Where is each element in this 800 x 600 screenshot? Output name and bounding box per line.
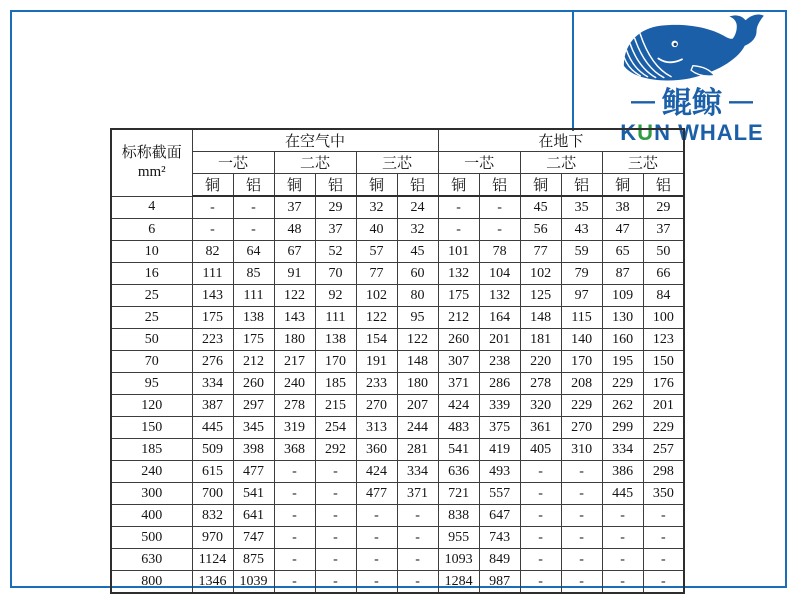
ampacity-value-cell: -	[602, 571, 643, 594]
ampacity-value-cell: -	[233, 196, 274, 219]
ampacity-value-cell: 260	[438, 329, 479, 351]
ampacity-value-cell: 37	[274, 196, 315, 219]
ampacity-value-cell: -	[274, 505, 315, 527]
material-header: 铝	[643, 174, 684, 197]
core-header: 二芯	[520, 152, 602, 174]
ampacity-value-cell: 67	[274, 241, 315, 263]
material-header: 铜	[356, 174, 397, 197]
ampacity-value-cell: 40	[356, 219, 397, 241]
ampacity-value-cell: 541	[233, 483, 274, 505]
ampacity-value-cell: 238	[479, 351, 520, 373]
ampacity-value-cell: 132	[479, 285, 520, 307]
table-row	[111, 417, 684, 439]
ampacity-value-cell: 97	[561, 285, 602, 307]
ampacity-value-cell: -	[643, 549, 684, 571]
ampacity-value-cell: 191	[356, 351, 397, 373]
ampacity-value-cell: 207	[397, 395, 438, 417]
ampacity-value-cell: 65	[602, 241, 643, 263]
corner-header-line2: mm²	[137, 163, 166, 180]
ampacity-value-cell: 111	[192, 263, 233, 285]
section-size-cell: 6	[111, 219, 192, 241]
ampacity-value-cell: 368	[274, 439, 315, 461]
ampacity-value-cell: 229	[561, 395, 602, 417]
material-header: 铜	[520, 174, 561, 197]
table-row	[111, 351, 684, 373]
ampacity-value-cell: 212	[233, 351, 274, 373]
ampacity-value-cell: -	[192, 219, 233, 241]
brand-en-u: U	[637, 120, 655, 145]
ampacity-value-cell: 100	[643, 307, 684, 329]
ampacity-value-cell: -	[274, 527, 315, 549]
ampacity-value-cell: 170	[561, 351, 602, 373]
ampacity-value-cell: 102	[356, 285, 397, 307]
ampacity-value-cell: 615	[192, 461, 233, 483]
table-row	[111, 549, 684, 571]
ampacity-value-cell: 77	[356, 263, 397, 285]
ampacity-value-cell: 111	[315, 307, 356, 329]
ampacity-value-cell: 37	[315, 219, 356, 241]
ampacity-value-cell: 387	[192, 395, 233, 417]
ampacity-value-cell: 360	[356, 439, 397, 461]
ampacity-value-cell: 319	[274, 417, 315, 439]
ampacity-value-cell: 35	[561, 196, 602, 219]
ampacity-value-cell: 220	[520, 351, 561, 373]
section-size-cell: 25	[111, 307, 192, 329]
table-row	[111, 263, 684, 285]
ampacity-value-cell: 1093	[438, 549, 479, 571]
ampacity-value-cell: -	[315, 527, 356, 549]
ampacity-value-cell: -	[233, 219, 274, 241]
table-body	[111, 196, 684, 593]
ampacity-value-cell: 292	[315, 439, 356, 461]
ampacity-value-cell: 109	[602, 285, 643, 307]
logo-dash-right: —	[729, 88, 753, 115]
ampacity-value-cell: 1039	[233, 571, 274, 594]
ampacity-value-cell: 875	[233, 549, 274, 571]
ampacity-value-cell: 48	[274, 219, 315, 241]
brand-en-rest: N WHALE	[654, 120, 764, 145]
section-size-cell: 50	[111, 329, 192, 351]
corner-header-line1: 标称截面	[121, 145, 182, 161]
section-size-cell: 95	[111, 373, 192, 395]
ampacity-value-cell: 334	[192, 373, 233, 395]
table-row	[111, 395, 684, 417]
ampacity-value-cell: 278	[274, 395, 315, 417]
core-header: 一芯	[438, 152, 520, 174]
ampacity-value-cell: 57	[356, 241, 397, 263]
ampacity-value-cell: -	[479, 196, 520, 219]
ampacity-value-cell: -	[274, 571, 315, 594]
ampacity-value-cell: 270	[561, 417, 602, 439]
brand-name-cn-text: 鲲鲸	[662, 87, 722, 120]
ampacity-value-cell: 115	[561, 307, 602, 329]
section-size-cell: 800	[111, 571, 192, 594]
group-header-in-air: 在空气中	[192, 129, 438, 152]
ampacity-value-cell: -	[520, 571, 561, 594]
ampacity-value-cell: 122	[274, 285, 315, 307]
ampacity-value-cell: 832	[192, 505, 233, 527]
logo-dash-left: —	[631, 88, 655, 115]
ampacity-value-cell: -	[520, 505, 561, 527]
ampacity-value-cell: 398	[233, 439, 274, 461]
ampacity-value-cell: 310	[561, 439, 602, 461]
ampacity-value-cell: 150	[643, 351, 684, 373]
ampacity-value-cell: 557	[479, 483, 520, 505]
whale-icon	[608, 13, 776, 93]
ampacity-value-cell: 240	[274, 373, 315, 395]
ampacity-value-cell: -	[274, 461, 315, 483]
header-row-materials	[111, 174, 684, 197]
ampacity-value-cell: 281	[397, 439, 438, 461]
ampacity-value-cell: -	[561, 461, 602, 483]
ampacity-value-cell: 257	[643, 439, 684, 461]
ampacity-value-cell: 424	[438, 395, 479, 417]
ampacity-value-cell: -	[561, 549, 602, 571]
ampacity-value-cell: 477	[356, 483, 397, 505]
ampacity-value-cell: 747	[233, 527, 274, 549]
ampacity-value-cell: 85	[233, 263, 274, 285]
ampacity-value-cell: 987	[479, 571, 520, 594]
ampacity-value-cell: 1346	[192, 571, 233, 594]
ampacity-value-cell: 138	[315, 329, 356, 351]
ampacity-value-cell: 208	[561, 373, 602, 395]
ampacity-value-cell: 143	[192, 285, 233, 307]
material-header: 铝	[561, 174, 602, 197]
ampacity-value-cell: 636	[438, 461, 479, 483]
ampacity-value-cell: 84	[643, 285, 684, 307]
ampacity-value-cell: 320	[520, 395, 561, 417]
ampacity-value-cell: 298	[643, 461, 684, 483]
ampacity-value-cell: -	[520, 461, 561, 483]
ampacity-value-cell: -	[397, 527, 438, 549]
ampacity-value-cell: 47	[602, 219, 643, 241]
material-header: 铜	[438, 174, 479, 197]
ampacity-value-cell: 176	[643, 373, 684, 395]
ampacity-value-cell: 838	[438, 505, 479, 527]
ampacity-value-cell: -	[274, 549, 315, 571]
ampacity-value-cell: 509	[192, 439, 233, 461]
ampacity-value-cell: -	[356, 549, 397, 571]
ampacity-value-cell: 195	[602, 351, 643, 373]
ampacity-value-cell: -	[520, 483, 561, 505]
ampacity-value-cell: 29	[643, 196, 684, 219]
ampacity-value-cell: 50	[643, 241, 684, 263]
ampacity-value-cell: 125	[520, 285, 561, 307]
section-size-cell: 240	[111, 461, 192, 483]
ampacity-value-cell: 70	[315, 263, 356, 285]
ampacity-value-cell: 229	[643, 417, 684, 439]
section-size-cell: 400	[111, 505, 192, 527]
ampacity-value-cell: 270	[356, 395, 397, 417]
ampacity-value-cell: 286	[479, 373, 520, 395]
ampacity-value-cell: 721	[438, 483, 479, 505]
material-header: 铜	[274, 174, 315, 197]
section-size-cell: 25	[111, 285, 192, 307]
ampacity-value-cell: 32	[356, 196, 397, 219]
ampacity-value-cell: 111	[233, 285, 274, 307]
ampacity-value-cell: 313	[356, 417, 397, 439]
ampacity-value-cell: 123	[643, 329, 684, 351]
ampacity-value-cell: -	[643, 505, 684, 527]
section-size-cell: 500	[111, 527, 192, 549]
table-row	[111, 461, 684, 483]
ampacity-value-cell: -	[561, 571, 602, 594]
ampacity-value-cell: 59	[561, 241, 602, 263]
brand-name-cn	[598, 89, 786, 119]
ampacity-value-cell: 445	[192, 417, 233, 439]
ampacity-value-cell: 254	[315, 417, 356, 439]
ampacity-value-cell: 970	[192, 527, 233, 549]
section-size-cell: 185	[111, 439, 192, 461]
ampacity-value-cell: -	[438, 196, 479, 219]
ampacity-value-cell: -	[520, 527, 561, 549]
material-header: 铝	[233, 174, 274, 197]
ampacity-value-cell: 164	[479, 307, 520, 329]
ampacity-value-cell: 160	[602, 329, 643, 351]
ampacity-value-cell: 201	[643, 395, 684, 417]
section-size-cell: 300	[111, 483, 192, 505]
core-header: 三芯	[356, 152, 438, 174]
ampacity-value-cell: 849	[479, 549, 520, 571]
ampacity-value-cell: 419	[479, 439, 520, 461]
table-row	[111, 241, 684, 263]
ampacity-value-cell: 138	[233, 307, 274, 329]
ampacity-value-cell: 175	[233, 329, 274, 351]
ampacity-value-cell: 233	[356, 373, 397, 395]
table-row	[111, 373, 684, 395]
material-header: 铝	[479, 174, 520, 197]
ampacity-value-cell: -	[315, 461, 356, 483]
ampacity-value-cell: 45	[520, 196, 561, 219]
ampacity-value-cell: 66	[643, 263, 684, 285]
ampacity-value-cell: 371	[438, 373, 479, 395]
ampacity-value-cell: 334	[602, 439, 643, 461]
ampacity-value-cell: 297	[233, 395, 274, 417]
ampacity-value-cell: -	[315, 505, 356, 527]
ampacity-value-cell: 122	[397, 329, 438, 351]
ampacity-value-cell: 405	[520, 439, 561, 461]
ampacity-value-cell: 334	[397, 461, 438, 483]
ampacity-value-cell: -	[561, 483, 602, 505]
ampacity-value-cell: 32	[397, 219, 438, 241]
ampacity-value-cell: 278	[520, 373, 561, 395]
ampacity-value-cell: 175	[438, 285, 479, 307]
ampacity-value-cell: -	[602, 549, 643, 571]
ampacity-value-cell: -	[561, 505, 602, 527]
ampacity-value-cell: -	[192, 196, 233, 219]
ampacity-value-cell: 78	[479, 241, 520, 263]
ampacity-value-cell: 180	[397, 373, 438, 395]
ampacity-value-cell: 493	[479, 461, 520, 483]
ampacity-value-cell: 1284	[438, 571, 479, 594]
ampacity-value-cell: 244	[397, 417, 438, 439]
ampacity-value-cell: 641	[233, 505, 274, 527]
ampacity-value-cell: 299	[602, 417, 643, 439]
ampacity-value-cell: 180	[274, 329, 315, 351]
ampacity-value-cell: 223	[192, 329, 233, 351]
table-row	[111, 285, 684, 307]
logo-divider-line	[572, 12, 574, 131]
ampacity-value-cell: -	[356, 505, 397, 527]
ampacity-value-cell: 80	[397, 285, 438, 307]
material-header: 铜	[192, 174, 233, 197]
ampacity-value-cell: 743	[479, 527, 520, 549]
ampacity-value-cell: 102	[520, 263, 561, 285]
ampacity-value-cell: 95	[397, 307, 438, 329]
ampacity-value-cell: 276	[192, 351, 233, 373]
ampacity-value-cell: 122	[356, 307, 397, 329]
table-row	[111, 483, 684, 505]
ampacity-value-cell: -	[643, 527, 684, 549]
ampacity-value-cell: 37	[643, 219, 684, 241]
table-row	[111, 196, 684, 219]
ampacity-value-cell: -	[315, 571, 356, 594]
section-size-cell: 70	[111, 351, 192, 373]
ampacity-value-cell: 77	[520, 241, 561, 263]
ampacity-value-cell: -	[602, 527, 643, 549]
group-header-underground: 在地下	[438, 129, 684, 152]
ampacity-value-cell: 132	[438, 263, 479, 285]
ampacity-value-cell: 345	[233, 417, 274, 439]
table-row	[111, 219, 684, 241]
ampacity-value-cell: -	[397, 549, 438, 571]
ampacity-value-cell: 91	[274, 263, 315, 285]
ampacity-value-cell: -	[397, 571, 438, 594]
core-header: 一芯	[192, 152, 274, 174]
core-header: 三芯	[602, 152, 684, 174]
section-size-cell: 120	[111, 395, 192, 417]
ampacity-value-cell: -	[602, 505, 643, 527]
corner-header	[111, 129, 192, 196]
ampacity-value-cell: 101	[438, 241, 479, 263]
ampacity-value-cell: 201	[479, 329, 520, 351]
ampacity-value-cell: 212	[438, 307, 479, 329]
ampacity-value-cell: 477	[233, 461, 274, 483]
ampacity-value-cell: 38	[602, 196, 643, 219]
ampacity-value-cell: 130	[602, 307, 643, 329]
ampacity-value-cell: 350	[643, 483, 684, 505]
ampacity-value-cell: -	[397, 505, 438, 527]
header-row-cores	[111, 152, 684, 174]
section-size-cell: 630	[111, 549, 192, 571]
ampacity-value-cell: 45	[397, 241, 438, 263]
ampacity-value-cell: 260	[233, 373, 274, 395]
brand-logo	[598, 13, 786, 144]
table-row	[111, 571, 684, 594]
ampacity-value-cell: 386	[602, 461, 643, 483]
ampacity-value-cell: -	[520, 549, 561, 571]
ampacity-value-cell: 92	[315, 285, 356, 307]
ampacity-value-cell: 148	[520, 307, 561, 329]
ampacity-value-cell: 215	[315, 395, 356, 417]
ampacity-value-cell: 24	[397, 196, 438, 219]
ampacity-value-cell: -	[274, 483, 315, 505]
header-row-groups	[111, 129, 684, 152]
ampacity-value-cell: 647	[479, 505, 520, 527]
ampacity-value-cell: 445	[602, 483, 643, 505]
section-size-cell: 150	[111, 417, 192, 439]
table-row	[111, 307, 684, 329]
section-size-cell: 16	[111, 263, 192, 285]
section-size-cell: 10	[111, 241, 192, 263]
ampacity-value-cell: -	[479, 219, 520, 241]
ampacity-value-cell: -	[561, 527, 602, 549]
ampacity-value-cell: -	[356, 571, 397, 594]
ampacity-value-cell: 154	[356, 329, 397, 351]
ampacity-value-cell: 185	[315, 373, 356, 395]
ampacity-value-cell: -	[356, 527, 397, 549]
ampacity-value-cell: -	[315, 549, 356, 571]
ampacity-value-cell: 700	[192, 483, 233, 505]
material-header: 铝	[397, 174, 438, 197]
ampacity-value-cell: 79	[561, 263, 602, 285]
ampacity-value-cell: 217	[274, 351, 315, 373]
table-row	[111, 527, 684, 549]
ampacity-table	[110, 128, 685, 594]
section-size-cell: 4	[111, 196, 192, 219]
ampacity-value-cell: 52	[315, 241, 356, 263]
ampacity-value-cell: 170	[315, 351, 356, 373]
table-row	[111, 439, 684, 461]
ampacity-value-cell: 82	[192, 241, 233, 263]
ampacity-value-cell: 175	[192, 307, 233, 329]
ampacity-value-cell: -	[643, 571, 684, 594]
brand-en-k: K	[620, 120, 638, 145]
ampacity-value-cell: 307	[438, 351, 479, 373]
ampacity-value-cell: 56	[520, 219, 561, 241]
ampacity-value-cell: 143	[274, 307, 315, 329]
ampacity-value-cell: 361	[520, 417, 561, 439]
table-row	[111, 329, 684, 351]
ampacity-value-cell: 229	[602, 373, 643, 395]
material-header: 铜	[602, 174, 643, 197]
ampacity-value-cell: 262	[602, 395, 643, 417]
ampacity-value-cell: 371	[397, 483, 438, 505]
table-row	[111, 505, 684, 527]
ampacity-value-cell: 64	[233, 241, 274, 263]
core-header: 二芯	[274, 152, 356, 174]
ampacity-value-cell: 1124	[192, 549, 233, 571]
ampacity-value-cell: 140	[561, 329, 602, 351]
ampacity-value-cell: 339	[479, 395, 520, 417]
ampacity-value-cell: 104	[479, 263, 520, 285]
ampacity-value-cell: 87	[602, 263, 643, 285]
ampacity-value-cell: -	[315, 483, 356, 505]
ampacity-value-cell: 483	[438, 417, 479, 439]
ampacity-value-cell: 181	[520, 329, 561, 351]
ampacity-value-cell: -	[438, 219, 479, 241]
ampacity-value-cell: 148	[397, 351, 438, 373]
ampacity-value-cell: 60	[397, 263, 438, 285]
ampacity-value-cell: 375	[479, 417, 520, 439]
ampacity-value-cell: 29	[315, 196, 356, 219]
ampacity-value-cell: 424	[356, 461, 397, 483]
material-header: 铝	[315, 174, 356, 197]
ampacity-value-cell: 541	[438, 439, 479, 461]
ampacity-value-cell: 43	[561, 219, 602, 241]
ampacity-value-cell: 955	[438, 527, 479, 549]
